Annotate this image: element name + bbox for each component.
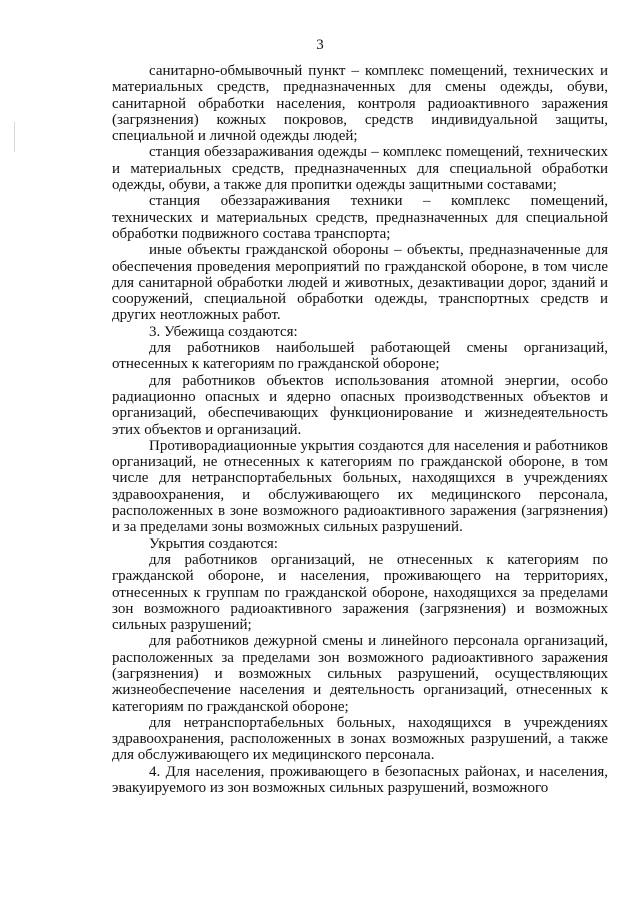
paragraph-cover-patients: для нетранспортабельных больных, находящихся в учреждениях здравоохранения, расположенных в зонах возможных разрушений, а также для обслуживающего их медицинского персонала. xyxy=(112,714,608,764)
margin-mark xyxy=(14,122,15,152)
paragraph-other-civil-defense-objects: иные объекты гражданской обороны – объекты, предназначенные для обеспечения проведения мероприятий по гражданской обороне, в том числе для санитарной обработки людей и животных, дезактивации дорог, зданий и сооружений, специальной обработки одежды, транспортных средств и других неотложных работ. xyxy=(112,242,608,324)
paragraph-shelters-heading: 3. Убежища создаются: xyxy=(149,323,298,340)
paragraph-sanitary-washing-point: санитарно-обмывочный пункт – комплекс помещений, технических и материальных средств, предназначенных для смены одежды, обуви, санитарной обработки населения, контроля радиоактивного заражения (загрязнения) кожных покровов, средств индивидуальной защиты, специальной и личной одежды людей; xyxy=(112,63,608,145)
paragraph-shelters-nuclear-objects: для работников объектов использования атомной энергии, особо радиационно опасных и ядерно опасных производственных объектов и организаций, обеспечивающих функционирование и жизнедеятельность этих объектов и организаций. xyxy=(112,372,608,438)
paragraph-vehicle-decontamination-station: станция обеззараживания техники – комплекс помещений, технических и материальных средств, предназначенных для специальной обработки подвижного состава транспорта; xyxy=(112,193,608,242)
paragraph-cover-duty-shift: для работников дежурной смены и линейного персонала организаций, расположенных за пределами зон возможного радиоактивного заражения (загрязнения) и возможных сильных разрушений, осуществляющих жизнеобеспечение населения и деятельность организаций, отнесенных к категориям по гражданской обороне; xyxy=(112,633,608,715)
paragraph-cover-workers-population: для работников организаций, не отнесенных к категориям по гражданской обороне, и населения, проживающего на территориях, отнесенных к группам по гражданской обороне, находящихся за пределами зон возможного радиоактивного заражения (загрязнения) и возможных сильных разрушений; xyxy=(112,551,608,634)
paragraph-clothing-decontamination-station: станция обеззараживания одежды – комплекс помещений, технических и материальных средств, предназначенных для специальной обработки одежды, обуви, а также для пропитки одежды защитными составами; xyxy=(112,144,608,194)
paragraph-cover-heading: Укрытия создаются: xyxy=(149,535,278,552)
paragraph-safe-areas-population: 4. Для населения, проживающего в безопасных районах, и населения, эвакуируемого из зон возможных сильных разрушений, возможного xyxy=(112,763,608,797)
document-body xyxy=(112,63,608,796)
paragraph-anti-radiation-shelters: Противорадиационные укрытия создаются для населения и работников организаций, не отнесенных к категориям по гражданской обороне, в том числе для нетранспортабельных больных, находящихся в учреждениях здравоохранения, и обслуживающего их медицинского персонала, расположенных в зоне возможного радиоактивного заражения (загрязнения) и за пределами зоны возможных сильных разрушений. xyxy=(112,437,608,536)
page-number: 3 xyxy=(316,37,324,53)
paragraph-shelters-largest-shift: для работников наибольшей работающей смены организаций, отнесенных к категориям по гражданской обороне; xyxy=(112,340,608,373)
